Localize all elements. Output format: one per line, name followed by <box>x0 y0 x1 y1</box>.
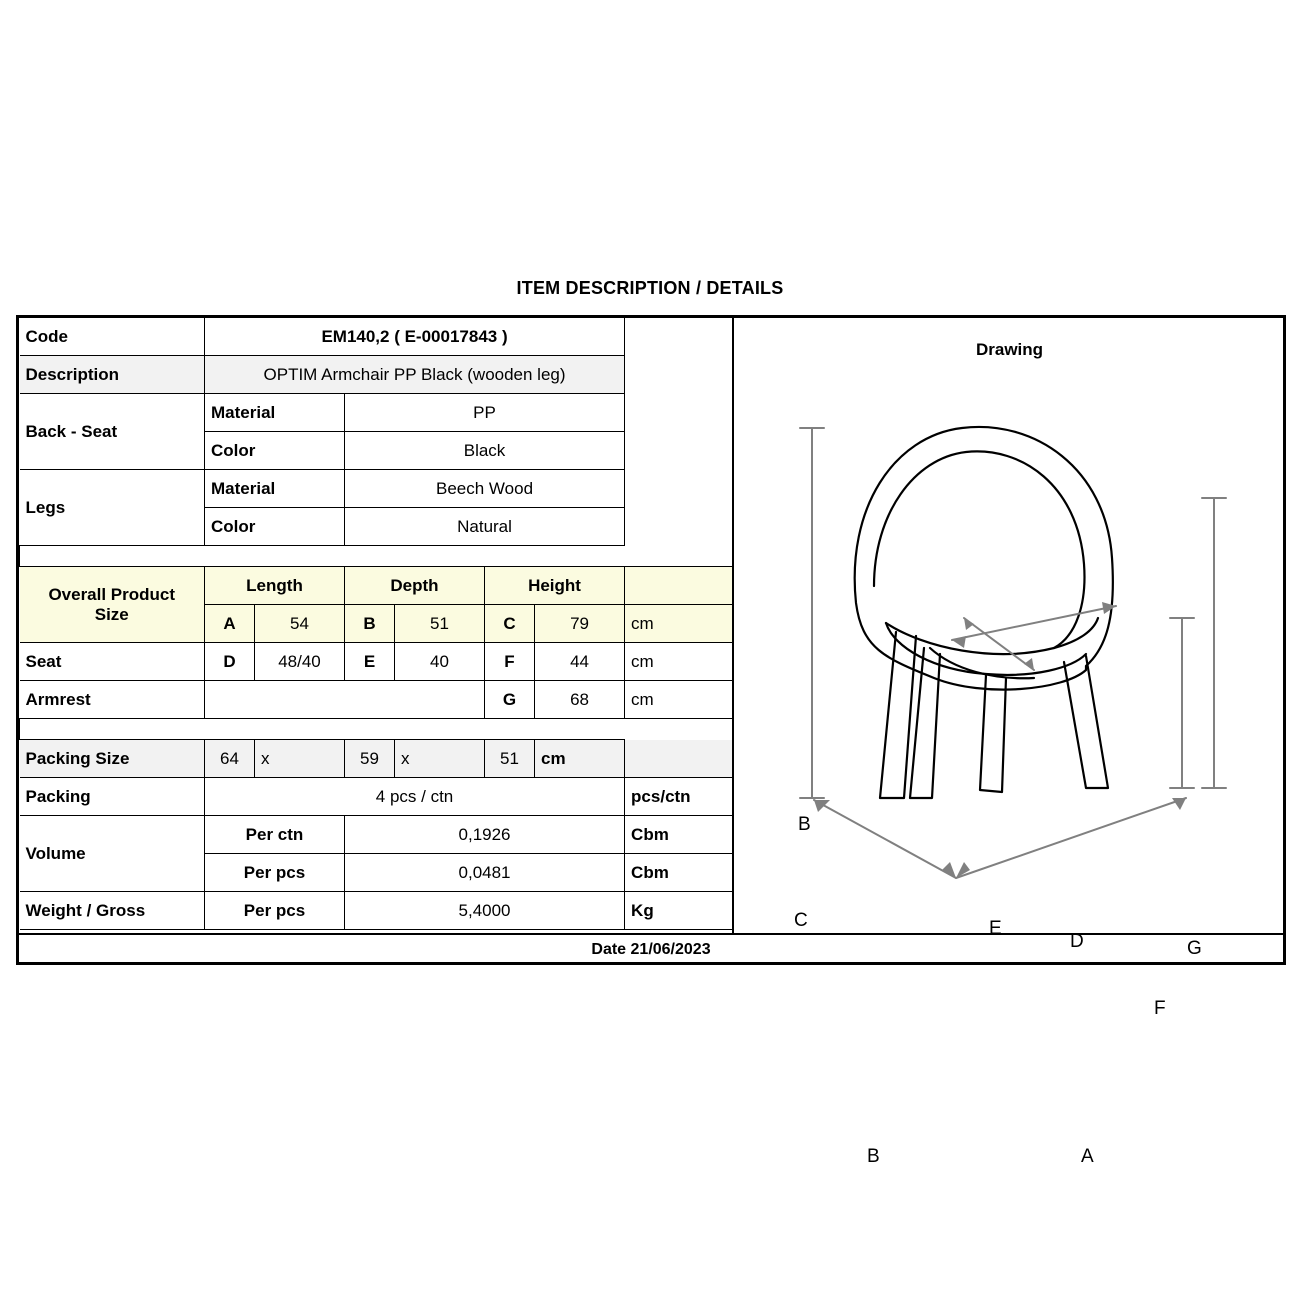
overall-size-label <box>20 567 205 643</box>
seat-unit: cm <box>625 643 733 681</box>
table-gap-row <box>20 719 733 740</box>
packing-size-unit: cm <box>535 740 625 778</box>
unit-header-spacer <box>625 567 733 605</box>
packing-size-x1: x <box>255 740 345 778</box>
dimension-line-b <box>814 800 956 878</box>
legs-color-value: Natural <box>345 508 625 546</box>
chair-leg-back-right <box>980 675 1006 792</box>
table-gap-row <box>20 546 733 567</box>
dimension-line-d <box>952 606 1116 640</box>
chair-leg-front-left <box>880 632 916 798</box>
dimension-label-e: E <box>989 918 1002 939</box>
weight-label: Weight / Gross <box>20 892 205 930</box>
table-row <box>20 567 733 605</box>
seat-length-key: D <box>205 643 255 681</box>
back-seat-material-label: Material <box>205 394 345 432</box>
dimension-label-b-text: B <box>867 1146 880 1167</box>
dimension-line-a <box>956 798 1186 878</box>
seat-depth-value: 40 <box>395 643 485 681</box>
length-header: Length <box>205 567 345 605</box>
overall-size-label-line1: Overall Product <box>48 584 176 604</box>
chair-drawing <box>734 318 1285 918</box>
packing-size-label: Packing Size <box>20 740 205 778</box>
back-seat-material-value: PP <box>345 394 625 432</box>
armrest-height-value: 68 <box>535 681 625 719</box>
chair-seat-edge <box>886 618 1098 654</box>
seat-depth-key: E <box>345 643 395 681</box>
spec-table-container <box>16 315 1286 1167</box>
table-row <box>20 892 733 930</box>
seat-length-value: 48/40 <box>255 643 345 681</box>
armrest-height-key: G <box>485 681 535 719</box>
packing-value: 4 pcs / ctn <box>205 778 625 816</box>
code-value: EM140,2 ( E-00017843 ) <box>205 318 625 356</box>
seat-height-key: F <box>485 643 535 681</box>
spacer <box>625 740 733 778</box>
weight-per-pcs-label: Per pcs <box>205 892 345 930</box>
back-seat-color-label: Color <box>205 432 345 470</box>
table-row <box>20 740 733 778</box>
page-title: ITEM DESCRIPTION / DETAILS <box>516 278 784 298</box>
armrest-label: Armrest <box>20 681 205 719</box>
dimension-label-g: G <box>1187 938 1202 959</box>
packing-size-length: 64 <box>205 740 255 778</box>
code-spacer <box>625 318 733 356</box>
seat-height-value: 44 <box>535 643 625 681</box>
spacer <box>625 470 733 508</box>
weight-unit: Kg <box>625 892 733 930</box>
legs-material-value: Beech Wood <box>345 470 625 508</box>
code-label: Code <box>20 318 205 356</box>
chair-leg-front-right <box>1064 656 1108 788</box>
volume-per-ctn-label: Per ctn <box>205 816 345 854</box>
table-row <box>20 470 733 508</box>
dimension-label-c: C <box>794 910 808 931</box>
packing-unit: pcs/ctn <box>625 778 733 816</box>
packing-size-x2: x <box>395 740 485 778</box>
spec-table <box>19 318 733 930</box>
armrest-blank <box>205 681 485 719</box>
overall-depth-key: B <box>345 605 395 643</box>
packing-label: Packing <box>20 778 205 816</box>
date-row: Date 21/06/2023 <box>19 933 1283 962</box>
height-header: Height <box>485 567 625 605</box>
depth-header: Depth <box>345 567 485 605</box>
spacer <box>625 508 733 546</box>
description-label: Description <box>20 356 205 394</box>
table-row <box>20 318 733 356</box>
spacer <box>625 432 733 470</box>
table-row <box>20 778 733 816</box>
volume-per-pcs-value: 0,0481 <box>345 854 625 892</box>
armrest-unit: cm <box>625 681 733 719</box>
legs-label: Legs <box>20 470 205 546</box>
legs-material-label: Material <box>205 470 345 508</box>
dimension-label-a: A <box>1081 1146 1094 1167</box>
volume-per-ctn-unit: Cbm <box>625 816 733 854</box>
legs-color-label: Color <box>205 508 345 546</box>
back-seat-label: Back - Seat <box>20 394 205 470</box>
volume-label: Volume <box>20 816 205 892</box>
description-spacer <box>625 356 733 394</box>
overall-height-value: 79 <box>535 605 625 643</box>
table-row <box>20 816 733 854</box>
spacer <box>625 394 733 432</box>
description-value: OPTIM Armchair PP Black (wooden leg) <box>205 356 625 394</box>
table-row <box>20 681 733 719</box>
back-seat-color-value: Black <box>345 432 625 470</box>
overall-unit: cm <box>625 605 733 643</box>
overall-size-label-line2: Size <box>94 604 129 624</box>
table-row <box>20 394 733 432</box>
overall-height-key: C <box>485 605 535 643</box>
table-row <box>20 356 733 394</box>
packing-size-height: 51 <box>485 740 535 778</box>
dimension-label-f: F <box>1154 998 1166 1019</box>
seat-label: Seat <box>20 643 205 681</box>
overall-length-value: 54 <box>255 605 345 643</box>
overall-depth-value: 51 <box>395 605 485 643</box>
table-row <box>20 643 733 681</box>
dimension-label-d: D <box>1070 931 1084 952</box>
volume-per-ctn-value: 0,1926 <box>345 816 625 854</box>
dimension-label-b: B <box>798 814 811 835</box>
volume-per-pcs-label: Per pcs <box>205 854 345 892</box>
packing-size-width: 59 <box>345 740 395 778</box>
volume-per-pcs-unit: Cbm <box>625 854 733 892</box>
weight-per-pcs-value: 5,4000 <box>345 892 625 930</box>
overall-length-key: A <box>205 605 255 643</box>
drawing-panel <box>732 318 1283 1167</box>
drawing-title: Drawing <box>975 340 1044 359</box>
